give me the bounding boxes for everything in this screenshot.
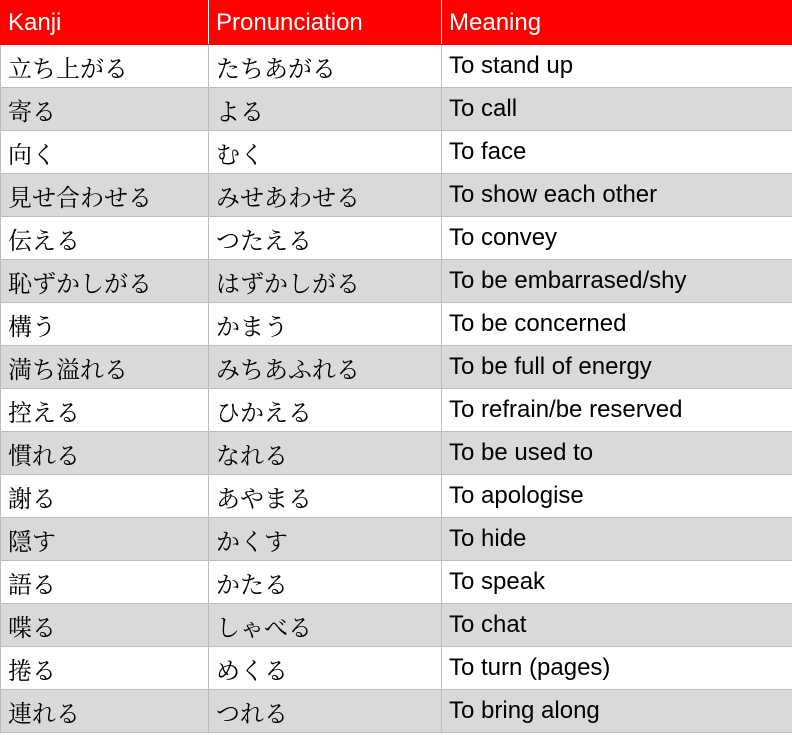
kanji-cell: 隠す (1, 518, 209, 561)
meaning-cell: To face (442, 131, 792, 174)
pronunciation-cell: たちあがる (209, 45, 442, 88)
pronunciation-cell: なれる (209, 432, 442, 475)
kanji-cell: 謝る (1, 475, 209, 518)
kanji-cell: 控える (1, 389, 209, 432)
kanji-cell: 寄る (1, 88, 209, 131)
header-row (1, 1, 792, 45)
kanji-cell: 慣れる (1, 432, 209, 475)
pronunciation-cell: つれる (209, 690, 442, 733)
meaning-cell: To refrain/be reserved (442, 389, 792, 432)
column-header-meaning: Meaning (442, 1, 792, 45)
kanji-cell: 構う (1, 303, 209, 346)
kanji-cell: 立ち上がる (1, 45, 209, 88)
table-row (1, 88, 792, 131)
meaning-cell: To speak (442, 561, 792, 604)
table-row (1, 604, 792, 647)
pronunciation-cell: ひかえる (209, 389, 442, 432)
meaning-cell: To show each other (442, 174, 792, 217)
pronunciation-cell: かくす (209, 518, 442, 561)
table-row (1, 260, 792, 303)
meaning-cell: To be concerned (442, 303, 792, 346)
table-row (1, 432, 792, 475)
meaning-cell: To hide (442, 518, 792, 561)
meaning-cell: To bring along (442, 690, 792, 733)
pronunciation-cell: しゃべる (209, 604, 442, 647)
table-row (1, 45, 792, 88)
table-row (1, 174, 792, 217)
pronunciation-cell: みせあわせる (209, 174, 442, 217)
pronunciation-cell: あやまる (209, 475, 442, 518)
pronunciation-cell: つたえる (209, 217, 442, 260)
kanji-cell: 喋る (1, 604, 209, 647)
kanji-cell: 捲る (1, 647, 209, 690)
kanji-cell: 恥ずかしがる (1, 260, 209, 303)
meaning-cell: To call (442, 88, 792, 131)
kanji-cell: 語る (1, 561, 209, 604)
meaning-cell: To turn (pages) (442, 647, 792, 690)
table-row (1, 647, 792, 690)
column-header-pronunciation: Pronunciation (209, 1, 442, 45)
kanji-cell: 見せ合わせる (1, 174, 209, 217)
table-row (1, 561, 792, 604)
meaning-cell: To be full of energy (442, 346, 792, 389)
meaning-cell: To stand up (442, 45, 792, 88)
pronunciation-cell: かたる (209, 561, 442, 604)
pronunciation-cell: はずかしがる (209, 260, 442, 303)
column-header-kanji: Kanji (1, 1, 209, 45)
table-row (1, 389, 792, 432)
pronunciation-cell: みちあふれる (209, 346, 442, 389)
kanji-cell: 連れる (1, 690, 209, 733)
meaning-cell: To be embarrased/shy (442, 260, 792, 303)
pronunciation-cell: むく (209, 131, 442, 174)
table-row (1, 346, 792, 389)
pronunciation-cell: よる (209, 88, 442, 131)
pronunciation-cell: かまう (209, 303, 442, 346)
table-row (1, 131, 792, 174)
table-row (1, 518, 792, 561)
kanji-cell: 満ち溢れる (1, 346, 209, 389)
table-row (1, 690, 792, 733)
meaning-cell: To apologise (442, 475, 792, 518)
meaning-cell: To convey (442, 217, 792, 260)
meaning-cell: To chat (442, 604, 792, 647)
table-row (1, 475, 792, 518)
table-row (1, 217, 792, 260)
meaning-cell: To be used to (442, 432, 792, 475)
table-row (1, 303, 792, 346)
kanji-cell: 伝える (1, 217, 209, 260)
pronunciation-cell: めくる (209, 647, 442, 690)
kanji-cell: 向く (1, 131, 209, 174)
